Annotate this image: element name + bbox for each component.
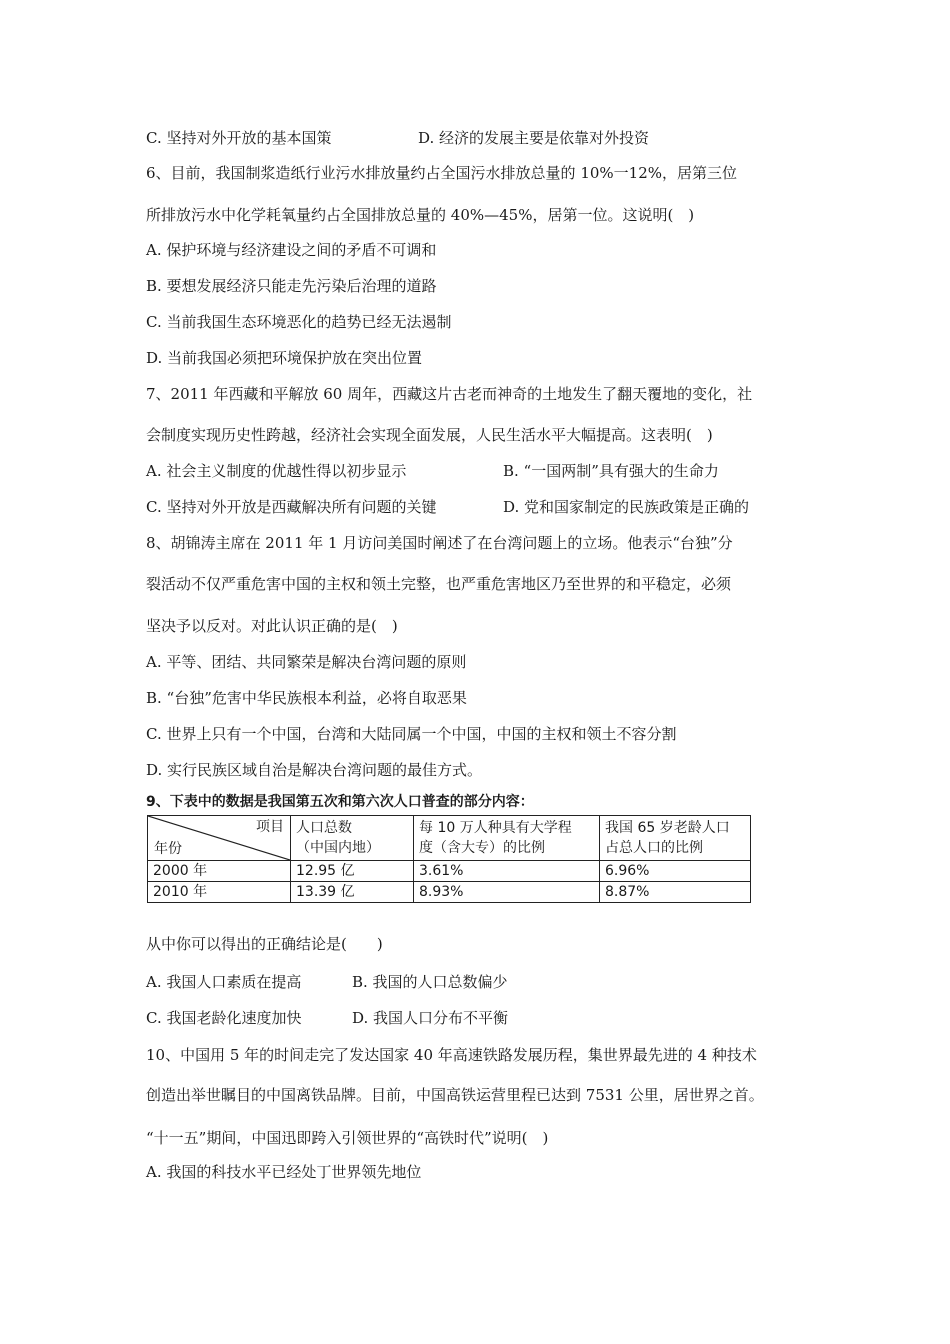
q6-stem-line1: 6、目前，我国制浆造纸行业污水排放量约占全国污水排放总量的 10%一12%，居第三位 — [146, 164, 737, 182]
header-college-line1: 每 10 万人种具有大学程 — [419, 820, 572, 836]
row-elderly: 8.87% — [600, 882, 751, 903]
q10-stem-line1: 10、中国用 5 年的时间走完了发达国家 40 年高速铁路发展历程，集世界最先进的 4 种技术 — [146, 1046, 757, 1064]
q7-option-d: D. 党和国家制定的民族政策是正确的 — [503, 498, 750, 516]
q9-option-b: B. 我国的人口总数偏少 — [352, 973, 508, 991]
q10-stem-line3: “十一五”期间，中国迅即跨入引领世界的“高铁时代”说明( ) — [146, 1129, 549, 1147]
q9-stem: 从中你可以得出的正确结论是( ) — [146, 935, 383, 953]
census-table — [147, 815, 751, 903]
q8-option-b: B. “台独”危害中华民族根本利益，必将自取恶果 — [146, 689, 467, 707]
corner-header-cell — [148, 816, 291, 861]
row-population: 13.39 亿 — [291, 882, 414, 903]
q8-option-d: D. 实行民族区域自治是解决台湾问题的最佳方式。 — [146, 761, 483, 779]
q7-stem-line1: 7、2011 年西藏和平解放 60 周年，西藏这片古老而神奇的土地发生了翻天覆地的变化，社 — [146, 385, 753, 403]
header-elderly — [600, 816, 751, 861]
q8-stem-line1: 8、胡锦涛主席在 2011 年 1 月访问美国时阐述了在台湾问题上的立场。他表示“台独”分 — [146, 534, 733, 552]
q7-stem-line2: 会制度实现历史性跨越，经济社会实现全面发展，人民生活水平大幅提高。这表明( ) — [146, 426, 713, 444]
q5-option-d: D. 经济的发展主要是依靠对外投资 — [418, 129, 650, 147]
q7-option-b: B. “一国两制”具有强大的生命力 — [503, 462, 719, 480]
q7-option-c: C. 坚持对外开放是西藏解决所有问题的关键 — [146, 498, 437, 516]
row-year: 2000 年 — [148, 861, 291, 882]
q6-option-a: A. 保护环境与经济建设之间的矛盾不可调和 — [146, 241, 437, 259]
header-college — [414, 816, 600, 861]
header-elderly-line1: 我国 65 岁老龄人口 — [605, 820, 730, 836]
row-college: 3.61% — [414, 861, 600, 882]
header-population-line2: （中国内地） — [296, 840, 380, 856]
table-row — [148, 861, 751, 882]
q5-option-c: C. 坚持对外开放的基本国策 — [146, 129, 332, 147]
corner-label-item: 项目 — [256, 819, 284, 835]
q8-stem-line3: 坚决予以反对。对此认识正确的是( ) — [146, 617, 398, 635]
census-table-header-row — [148, 816, 751, 861]
q6-option-d: D. 当前我国必须把环境保护放在突出位置 — [146, 349, 423, 367]
q10-option-a: A. 我国的科技水平已经处丁世界领先地位 — [146, 1163, 422, 1181]
q6-option-b: B. 要想发展经济只能走先污染后治理的道路 — [146, 277, 437, 295]
header-elderly-line2: 占总人口的比例 — [605, 840, 703, 856]
q9-option-d: D. 我国人口分布不平衡 — [352, 1009, 509, 1027]
q9-option-c: C. 我国老龄化速度加快 — [146, 1009, 302, 1027]
header-college-line2: 度（含大专）的比例 — [419, 840, 545, 856]
row-elderly: 6.96% — [600, 861, 751, 882]
row-year: 2010 年 — [148, 882, 291, 903]
q6-option-c: C. 当前我国生态环境恶化的趋势已经无法遏制 — [146, 313, 452, 331]
q9-table-title: 9、下表中的数据是我国第五次和第六次人口普查的部分内容： — [146, 794, 534, 810]
header-population — [291, 816, 414, 861]
table-row — [148, 882, 751, 903]
q7-option-a: A. 社会主义制度的优越性得以初步显示 — [146, 462, 407, 480]
q9-option-a: A. 我国人口素质在提高 — [146, 973, 302, 991]
header-population-line1: 人口总数 — [296, 820, 352, 836]
q6-stem-line2: 所排放污水中化学耗氧量约占全国排放总量的 40%—45%，居第一位。这说明( ) — [146, 206, 695, 224]
q10-stem-line2: 创造出举世瞩目的中国离铁品牌。目前，中国高铁运营里程已达到 7531 公里，居世界之首。 — [146, 1086, 764, 1104]
row-population: 12.95 亿 — [291, 861, 414, 882]
q8-option-c: C. 世界上只有一个中国，台湾和大陆同属一个中国，中国的主权和领土不容分割 — [146, 725, 677, 743]
row-college: 8.93% — [414, 882, 600, 903]
q8-option-a: A. 平等、团结、共同繁荣是解决台湾问题的原则 — [146, 653, 467, 671]
q8-stem-line2: 裂活动不仅严重危害中国的主权和领土完整，也严重危害地区乃至世界的和平稳定，必须 — [146, 575, 732, 593]
corner-label-year: 年份 — [154, 841, 182, 857]
